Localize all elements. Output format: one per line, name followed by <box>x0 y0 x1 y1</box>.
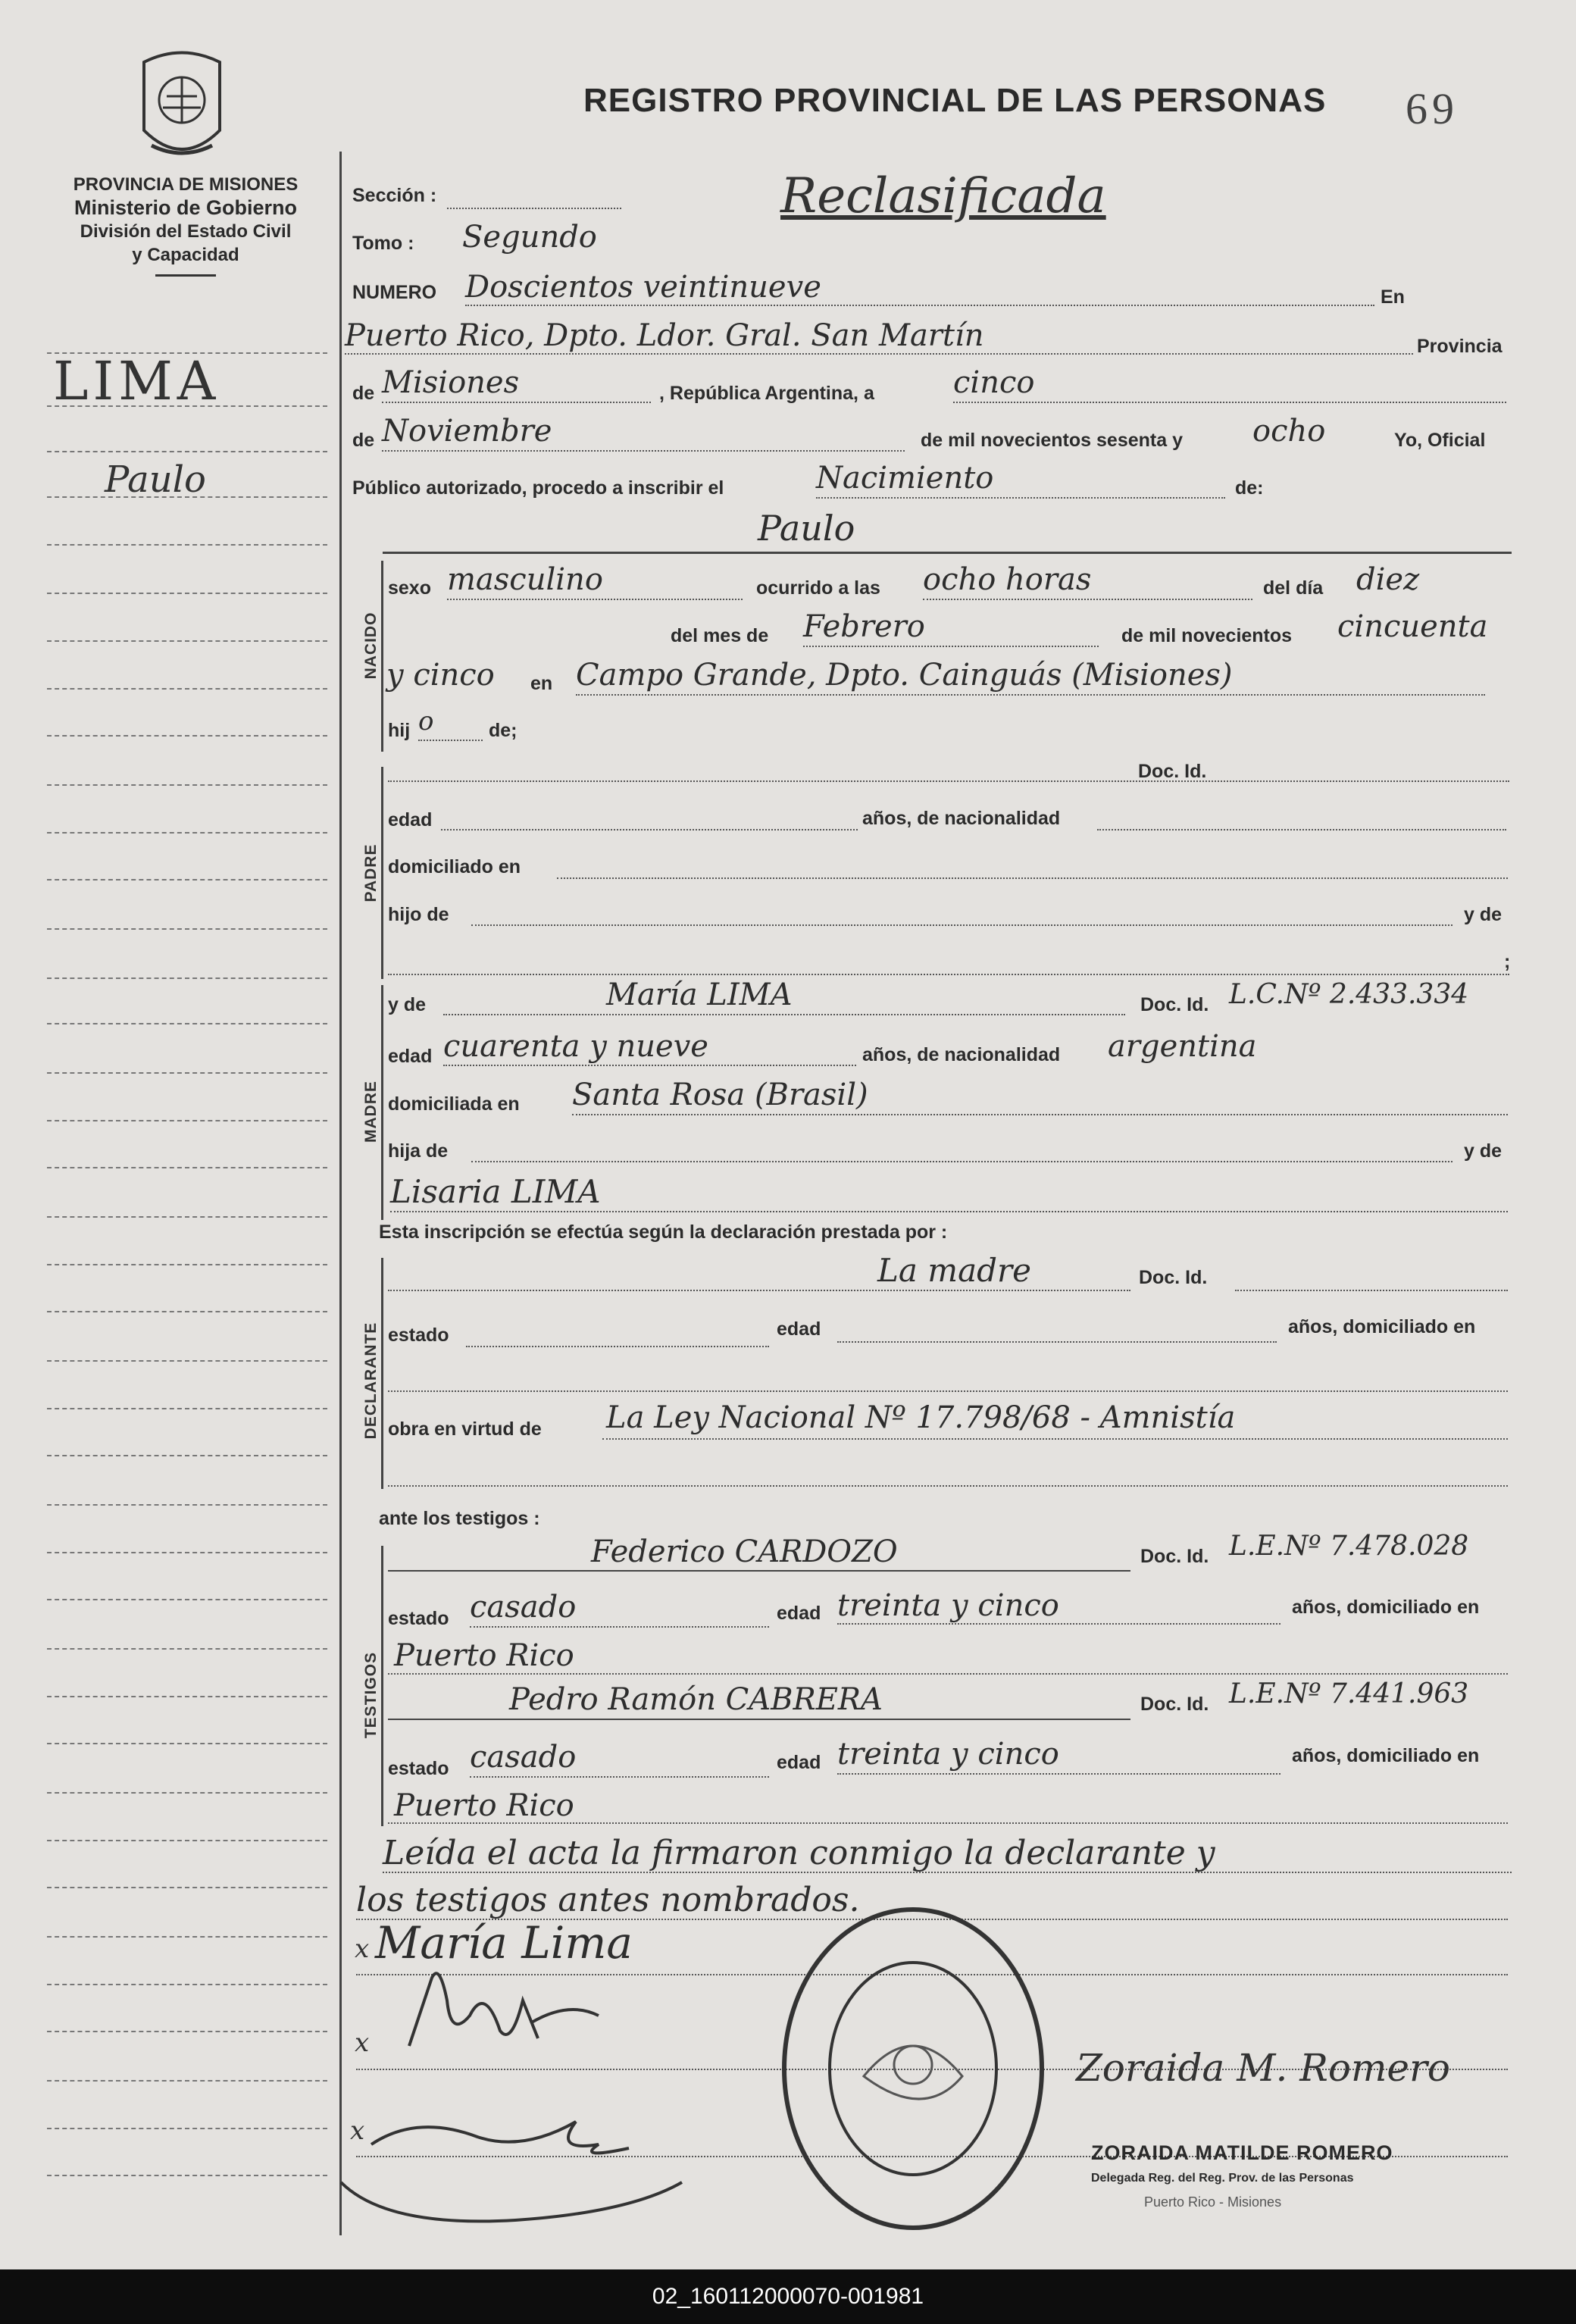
madre-y-de-label: y de <box>388 994 427 1015</box>
x-mark-3: x <box>350 2116 365 2146</box>
province-crest-icon <box>129 47 235 168</box>
mes-line <box>382 450 905 452</box>
testigo2-signature-icon <box>326 2069 750 2228</box>
padre-last-line <box>388 974 1509 975</box>
obra-line-2 <box>388 1485 1508 1487</box>
en-label: En <box>1381 286 1405 308</box>
cierre-line1: Leída el acta la firmaron conmigo la declarante y <box>383 1834 1215 1872</box>
testigo1-dom-line <box>388 1673 1508 1675</box>
cierre-line1-rule <box>383 1872 1512 1873</box>
declarante-edad-label: edad <box>777 1318 821 1340</box>
oficial-label: Yo, Oficial <box>1394 430 1486 451</box>
padre-hijo-line <box>471 924 1452 926</box>
division-line1: División del Estado Civil <box>80 221 292 242</box>
dia-line <box>953 402 1506 403</box>
nacido-lugar-line <box>576 694 1485 696</box>
seccion-label: Sección : <box>352 185 437 206</box>
sexo-value: masculino <box>447 562 603 597</box>
oficial-nombre: ZORAIDA MATILDE ROMERO <box>1091 2141 1393 2164</box>
declarante-value: La madre <box>877 1252 1031 1289</box>
en-label: en <box>530 673 553 694</box>
obra-label: obra en virtud de <box>388 1418 542 1440</box>
testigos-intro: ante los testigos : <box>379 1508 540 1529</box>
tomo-value: Segundo <box>462 220 597 255</box>
madre-nombre-value: María LIMA <box>606 977 793 1012</box>
registry-title: REGISTRO PROVINCIAL DE LAS PERSONAS <box>583 82 1327 119</box>
seccion-line <box>447 208 621 209</box>
testigo1-nombre: Federico CARDOZO <box>591 1534 898 1569</box>
del-dia-label: del día <box>1263 577 1324 599</box>
obra-line <box>602 1438 1508 1440</box>
padre-nacionalidad-label: años, de nacionalidad <box>862 808 1061 829</box>
padre-section-label: PADRE <box>362 843 380 902</box>
madre-domicilio-value: Santa Rosa (Brasil) <box>572 1078 868 1112</box>
nacido-mes-line <box>803 646 1099 647</box>
nombre-line <box>383 552 1512 554</box>
declarante-section-label: DECLARANTE <box>362 1322 380 1440</box>
declaracion-intro: Esta inscripción se efectúa según la declaración prestada por : <box>379 1221 948 1243</box>
image-id-footer: 02_160112000070-001981 <box>0 2269 1576 2324</box>
padre-edad-label: edad <box>388 809 433 830</box>
declarante-domicilio-line <box>388 1390 1508 1392</box>
numero-label: NUMERO <box>352 282 437 303</box>
issuer-block <box>45 173 326 277</box>
testigo1-dom: Puerto Rico <box>394 1638 574 1673</box>
lugar-line <box>345 353 1413 355</box>
testigo1-estado-line <box>470 1626 769 1628</box>
madre-bracket <box>381 985 383 1220</box>
padre-y-de: y de <box>1464 904 1503 925</box>
hijo-value: o <box>418 706 434 737</box>
sexo-line <box>447 599 743 600</box>
publico-label: Público autorizado, procedo a inscribir el <box>352 477 724 499</box>
x-mark-1: x <box>355 1934 370 1964</box>
testigo2-doc-label: Doc. Id. <box>1140 1694 1209 1715</box>
dia-value: cinco <box>953 365 1035 400</box>
testigo1-edad-label: edad <box>777 1603 821 1624</box>
madre-edad-value: cuarenta y nueve <box>443 1029 708 1064</box>
de-label-2: de <box>352 430 375 451</box>
testigo2-dom-line <box>388 1822 1508 1824</box>
numero-line <box>465 305 1374 306</box>
main-left-border <box>339 152 342 2235</box>
testigo2-estado-line <box>470 1776 769 1778</box>
province-name: PROVINCIA DE MISIONES <box>73 174 299 195</box>
testigo2-nombre-line <box>388 1719 1130 1720</box>
division-line2: y Capacidad <box>132 245 239 265</box>
hora-value: ocho horas <box>923 562 1092 597</box>
republica-label: , República Argentina, a <box>659 383 874 404</box>
oficial-cargo: Delegada Reg. del Reg. Prov. de las Personas <box>1091 2172 1354 2185</box>
hora-line <box>923 599 1252 600</box>
mes-label: del mes de <box>671 625 769 646</box>
nacido-anio-value-2: y cinco <box>386 658 495 693</box>
testigo2-edad: treinta y cinco <box>837 1737 1059 1772</box>
padre-nacionalidad-line <box>1097 829 1506 830</box>
margin-given-name: Paulo <box>105 458 206 501</box>
cierre-line2: los testigos antes nombrados. <box>356 1881 860 1919</box>
de-label: de <box>352 383 375 404</box>
nacido-bracket <box>381 561 383 752</box>
madre-nacionalidad-value: argentina <box>1108 1029 1257 1064</box>
nombre-value: Paulo <box>758 508 855 549</box>
testigo1-doc-label: Doc. Id. <box>1140 1546 1209 1567</box>
nacido-mes-value: Febrero <box>803 609 925 644</box>
de-colon-label: de: <box>1235 477 1264 499</box>
official-seal-icon <box>773 1902 1053 2235</box>
mil-label: de mil novecientos <box>1121 625 1293 646</box>
testigo1-doc: L.E.Nº 7.478.028 <box>1229 1531 1469 1562</box>
testigo1-estado: casado <box>470 1590 577 1625</box>
testigo1-edad: treinta y cinco <box>837 1588 1059 1623</box>
testigo2-nombre: Pedro Ramón CABRERA <box>509 1682 883 1717</box>
padre-hijo-label: hijo de <box>388 904 449 925</box>
testigo2-estado: casado <box>470 1740 577 1775</box>
margin-surname: LIMA <box>53 350 220 412</box>
testigo1-signature-icon <box>379 1955 621 2069</box>
declarante-edad-line <box>837 1341 1277 1343</box>
testigo1-nombre-line <box>388 1570 1130 1572</box>
tomo-label: Tomo : <box>352 233 414 254</box>
nacido-dia-value: diez <box>1356 562 1420 597</box>
provincia-label: Provincia <box>1417 336 1503 357</box>
madre-de-madre-line <box>390 1211 1508 1212</box>
firma-madre: María Lima <box>375 1917 633 1969</box>
testigo2-dom: Puerto Rico <box>394 1788 574 1823</box>
testigo2-dom-label: años, domiciliado en <box>1292 1745 1480 1766</box>
madre-edad-line <box>443 1065 856 1066</box>
madre-hija-label: hija de <box>388 1140 449 1162</box>
madre-de-madre-value: Lisaria LIMA <box>390 1173 601 1210</box>
testigo1-edad-line <box>837 1623 1280 1625</box>
padre-name-line <box>388 780 1509 782</box>
madre-domicilio-line <box>572 1114 1508 1115</box>
acto-value: Nacimiento <box>816 461 994 496</box>
provincia-value: Misiones <box>382 365 520 400</box>
x-mark-2: x <box>355 2028 370 2058</box>
nacido-lugar-value: Campo Grande, Dpto. Cainguás (Misiones) <box>576 658 1233 693</box>
declarante-bracket <box>381 1258 383 1489</box>
madre-doc-label: Doc. Id. <box>1140 994 1209 1015</box>
divider <box>155 274 216 277</box>
testigo2-edad-line <box>837 1773 1280 1775</box>
padre-edad-line <box>441 829 858 830</box>
testigos-bracket <box>381 1546 383 1826</box>
hijo-line <box>418 740 483 741</box>
provincia-line <box>382 402 651 403</box>
anio-label: de mil novecientos sesenta y <box>921 430 1183 451</box>
testigos-section-label: TESTIGOS <box>362 1651 380 1739</box>
declarante-domicilio-label: años, domiciliado en <box>1288 1316 1476 1337</box>
declarante-doc-line <box>1235 1290 1508 1291</box>
declarante-doc-label: Doc. Id. <box>1139 1267 1208 1288</box>
testigo2-estado-label: estado <box>388 1758 449 1779</box>
anio-value: ocho <box>1252 414 1326 449</box>
ministry-name: Ministerio de Gobierno <box>73 196 298 219</box>
oficial-lugar: Puerto Rico - Misiones <box>1144 2194 1282 2210</box>
sexo-label: sexo <box>388 577 431 599</box>
numero-value: Doscientos veintinueve <box>465 270 821 305</box>
firma-oficial: Zoraida M. Romero <box>1076 2046 1450 2090</box>
ocurrido-label: ocurrido a las <box>756 577 880 599</box>
hijo-label: hij <box>388 720 411 741</box>
page-number: 69 <box>1406 84 1459 133</box>
nacido-anio-value-1: cincuenta <box>1337 609 1488 644</box>
obra-value: La Ley Nacional Nº 17.798/68 - Amnistía <box>606 1400 1236 1435</box>
madre-edad-label: edad <box>388 1046 433 1067</box>
madre-section-label: MADRE <box>362 1081 380 1143</box>
madre-domicilio-label: domiciliada en <box>388 1093 520 1115</box>
testigo2-edad-label: edad <box>777 1752 821 1773</box>
padre-domicilio-label: domiciliado en <box>388 856 521 877</box>
testigo1-dom-label: años, domiciliado en <box>1292 1597 1480 1618</box>
declarante-estado-line <box>466 1346 769 1347</box>
handwritten-annotation: Reclasificada <box>780 168 1106 224</box>
madre-hija-line <box>471 1161 1452 1162</box>
nacido-section-label: NACIDO <box>362 611 380 680</box>
testigo1-estado-label: estado <box>388 1608 449 1629</box>
madre-y-de: y de <box>1464 1140 1503 1162</box>
lugar-value: Puerto Rico, Dpto. Ldor. Gral. San Martín <box>345 318 984 353</box>
padre-doc-label: Doc. Id. <box>1138 761 1207 782</box>
mes-value: Noviembre <box>382 414 552 449</box>
declarante-line <box>388 1290 1130 1291</box>
nacido-de-label: de; <box>489 720 518 741</box>
padre-domicilio-line <box>557 877 1508 879</box>
declarante-estado-label: estado <box>388 1325 449 1346</box>
acto-line <box>816 497 1225 499</box>
madre-nacionalidad-label: años, de nacionalidad <box>862 1044 1061 1065</box>
testigo2-doc: L.E.Nº 7.441.963 <box>1229 1678 1469 1709</box>
madre-nombre-line <box>443 1014 1125 1015</box>
padre-bracket <box>381 767 383 979</box>
madre-doc-value: L.C.Nº 2.433.334 <box>1229 979 1469 1010</box>
padre-semicolon: ; <box>1504 951 1511 972</box>
